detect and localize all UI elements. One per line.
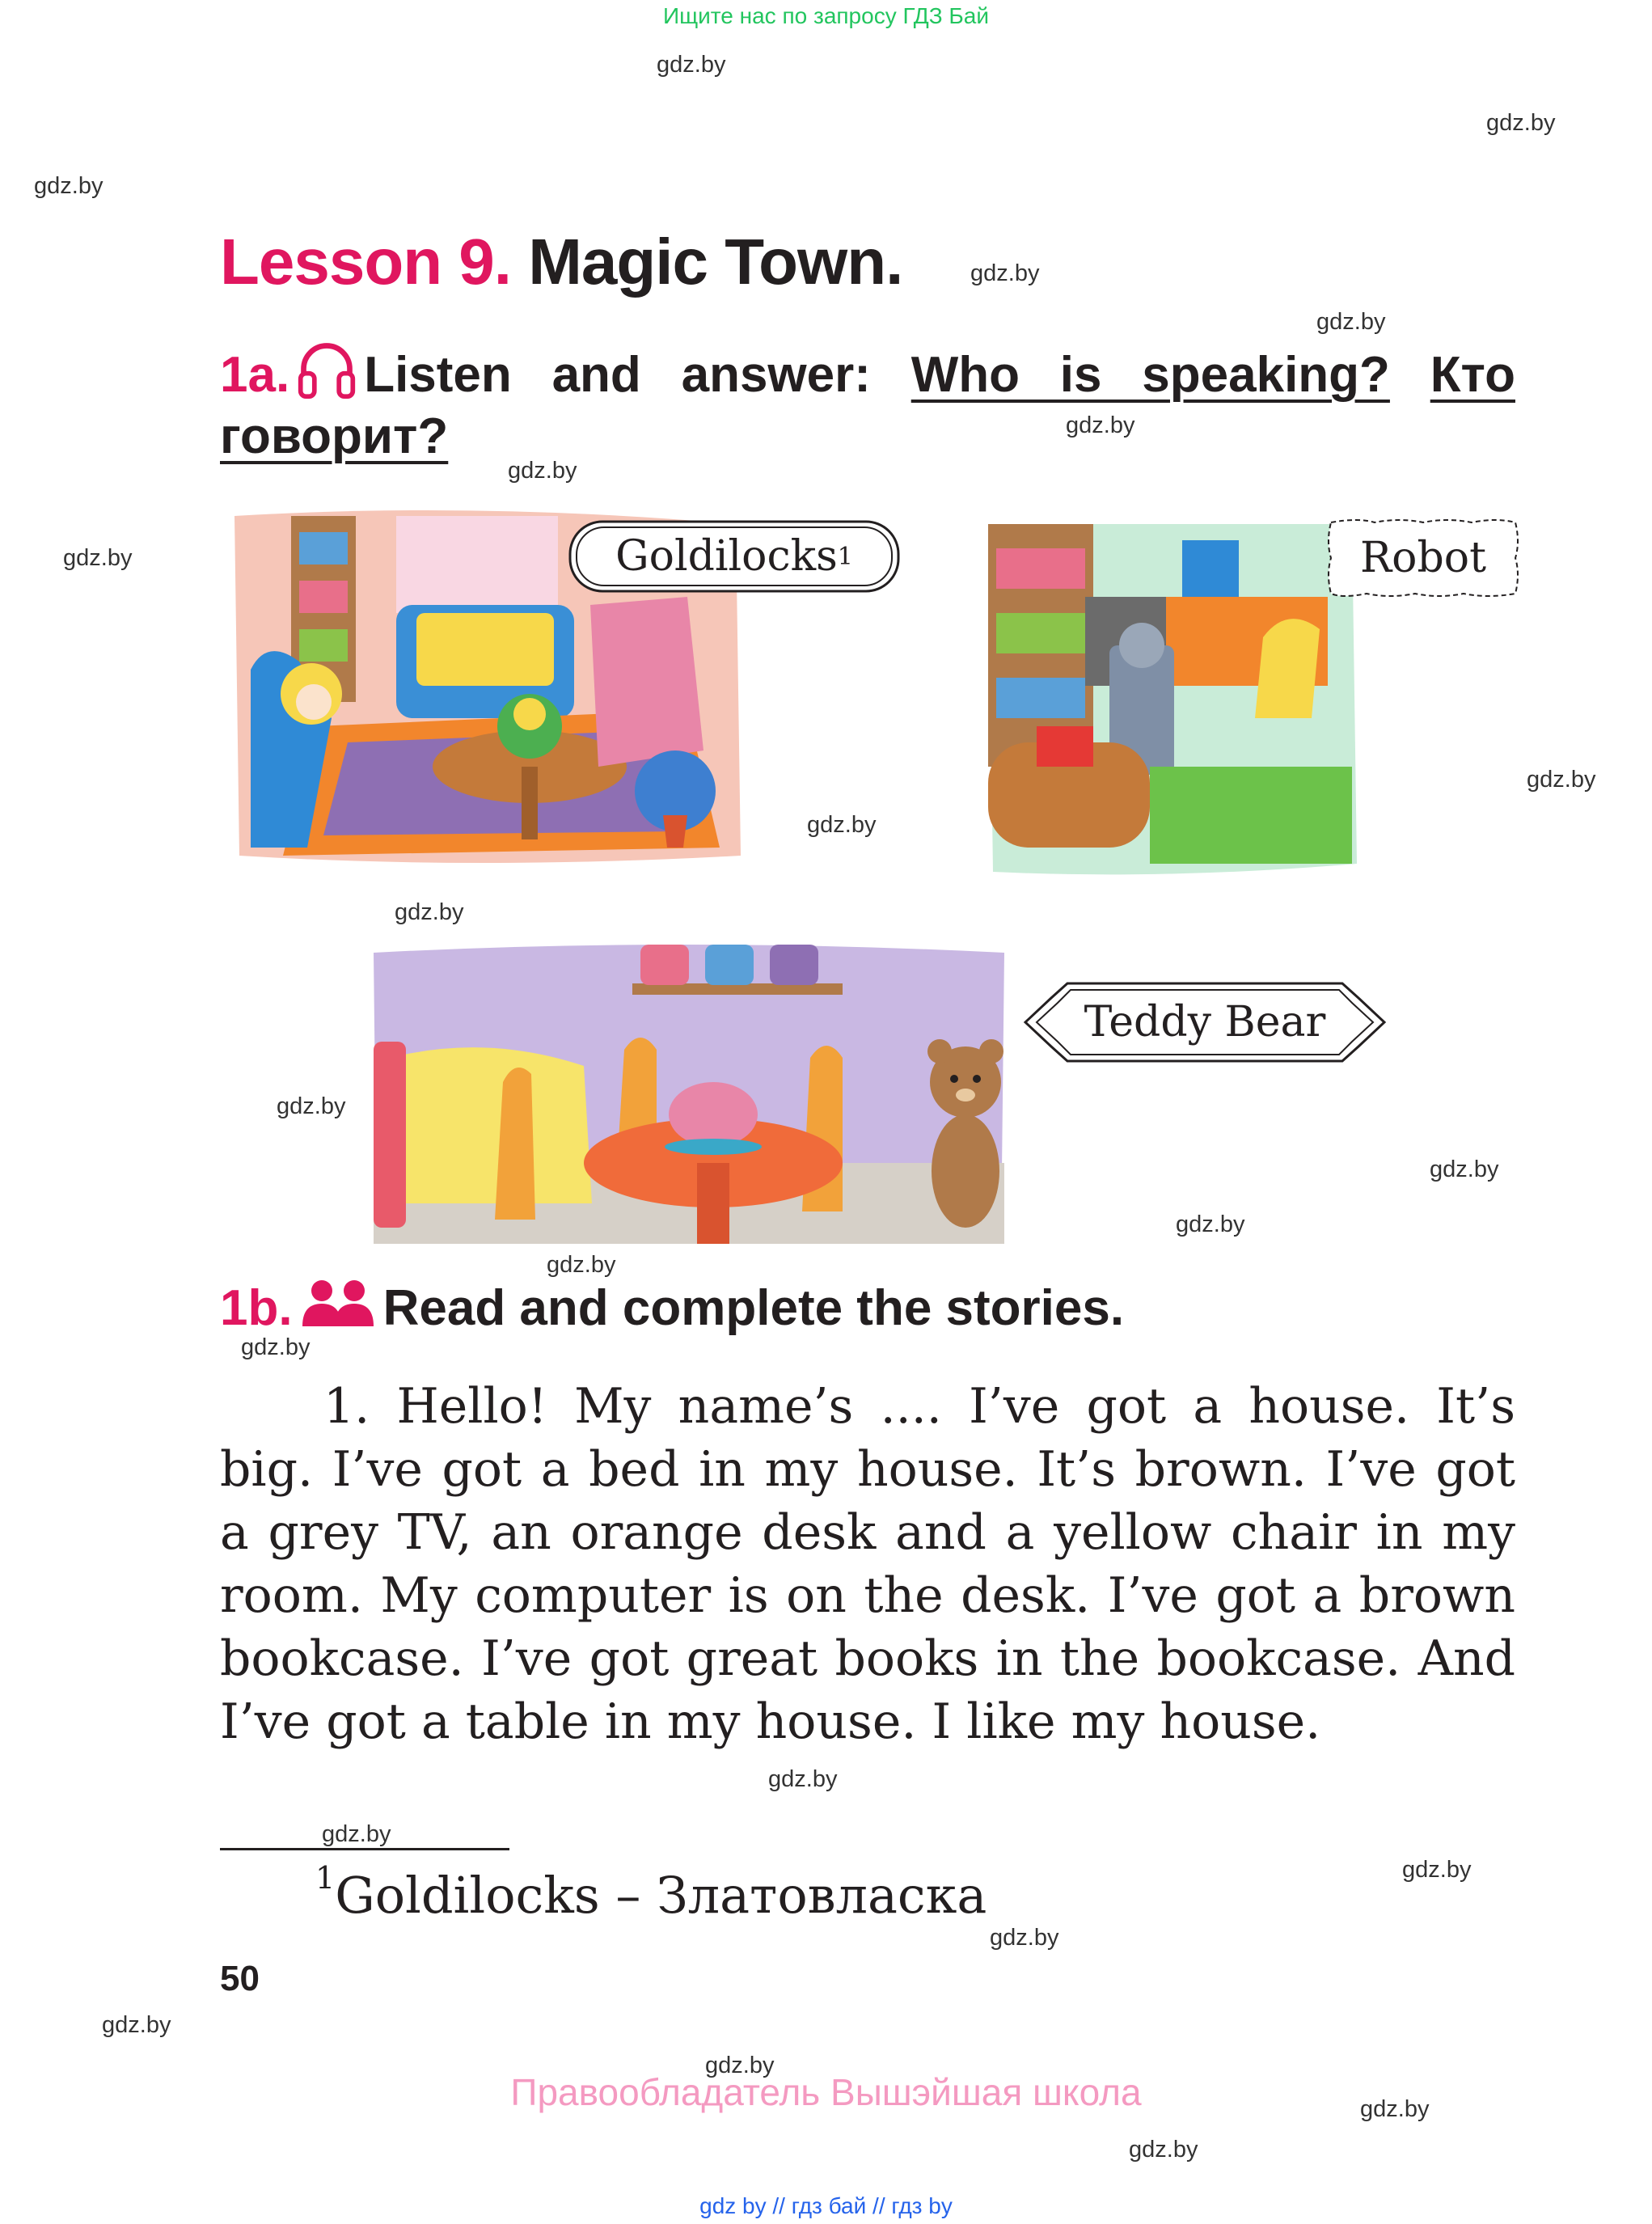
watermark: gdz.by (1486, 110, 1556, 136)
watermark: gdz.by (395, 899, 464, 925)
task-1a-heading (220, 338, 1515, 467)
bottom-links[interactable]: gdz by // гдз бай // гдз by (699, 2193, 953, 2218)
question-ru: Кто говорит? (220, 347, 1515, 464)
robot-room-illustration (988, 524, 1360, 880)
watermark: gdz.by (1430, 1156, 1499, 1182)
watermark: gdz.by (990, 1925, 1059, 1951)
story-paragraph: 1. Hello! My name’s .... I’ve got a house. It’s big. I’ve got a bed in my house. It’s brown. I’ve got a grey TV, an orange desk and a yellow chair in my room. My computer is on the desk. I’ve got a brown bookcase. I’ve got great books in the bookcase. And I’ve got a table in my house. I like my house. (220, 1378, 1515, 1750)
lesson-number: Lesson 9. (220, 226, 512, 298)
watermark: gdz.by (657, 52, 726, 78)
watermark: gdz.by (63, 545, 133, 571)
watermark: gdz.by (34, 173, 104, 199)
task-1b-heading (220, 1278, 1124, 1337)
lesson-title (220, 225, 902, 299)
watermark: gdz.by (322, 1821, 391, 1847)
watermark: gdz.by (547, 1252, 616, 1278)
watermark: gdz.by (705, 2053, 775, 2078)
page-number: 50 (220, 1959, 260, 1998)
top-banner[interactable]: Ищите нас по запросу ГДЗ Бай (662, 3, 990, 28)
robot-label (1326, 518, 1520, 598)
headphones-icon (296, 338, 357, 400)
watermark: gdz.by (807, 812, 877, 838)
footnote-ref: 1 (837, 542, 853, 571)
task-instruction: Read and complete the stories. (382, 1280, 1125, 1336)
pair-work-icon (301, 1278, 375, 1328)
watermark: gdz.by (1316, 309, 1386, 335)
story-text (220, 1375, 1515, 1753)
robot-name: Robot (1360, 534, 1486, 582)
footnote-divider (220, 1848, 509, 1850)
watermark: gdz.by (1402, 1857, 1472, 1883)
teddy-bear-room-illustration (374, 937, 1012, 1252)
task-instruction: Listen and answer: (364, 347, 871, 403)
watermark: gdz.by (970, 260, 1040, 286)
question-en: Who is speaking? (911, 347, 1390, 403)
task-number: 1b. (220, 1280, 293, 1336)
lesson-name: Magic Town. (528, 226, 903, 298)
watermark: gdz.by (241, 1334, 311, 1360)
goldilocks-label (568, 519, 901, 594)
watermark: gdz.by (508, 458, 577, 484)
watermark: gdz.by (1066, 412, 1135, 438)
goldilocks-name: Goldilocks (615, 532, 838, 581)
footnote (315, 1860, 987, 1925)
watermark: gdz.by (1129, 2137, 1198, 2163)
watermark: gdz.by (768, 1766, 838, 1792)
watermark: gdz.by (102, 2012, 171, 2038)
task-number: 1a. (220, 347, 290, 403)
watermark: gdz.by (1176, 1211, 1245, 1237)
teddy-bear-name: Teddy Bear (1084, 998, 1326, 1046)
footnote-ref: 1 (315, 1860, 336, 1896)
footnote-text: Goldilocks – Златовласка (335, 1866, 987, 1925)
rights-holder: Правообладатель Вышэйшая школа (510, 2071, 1142, 2113)
watermark: gdz.by (1360, 2096, 1430, 2122)
watermark: gdz.by (1527, 767, 1596, 793)
watermark: gdz.by (277, 1093, 346, 1119)
teddy-bear-label (1019, 977, 1391, 1068)
